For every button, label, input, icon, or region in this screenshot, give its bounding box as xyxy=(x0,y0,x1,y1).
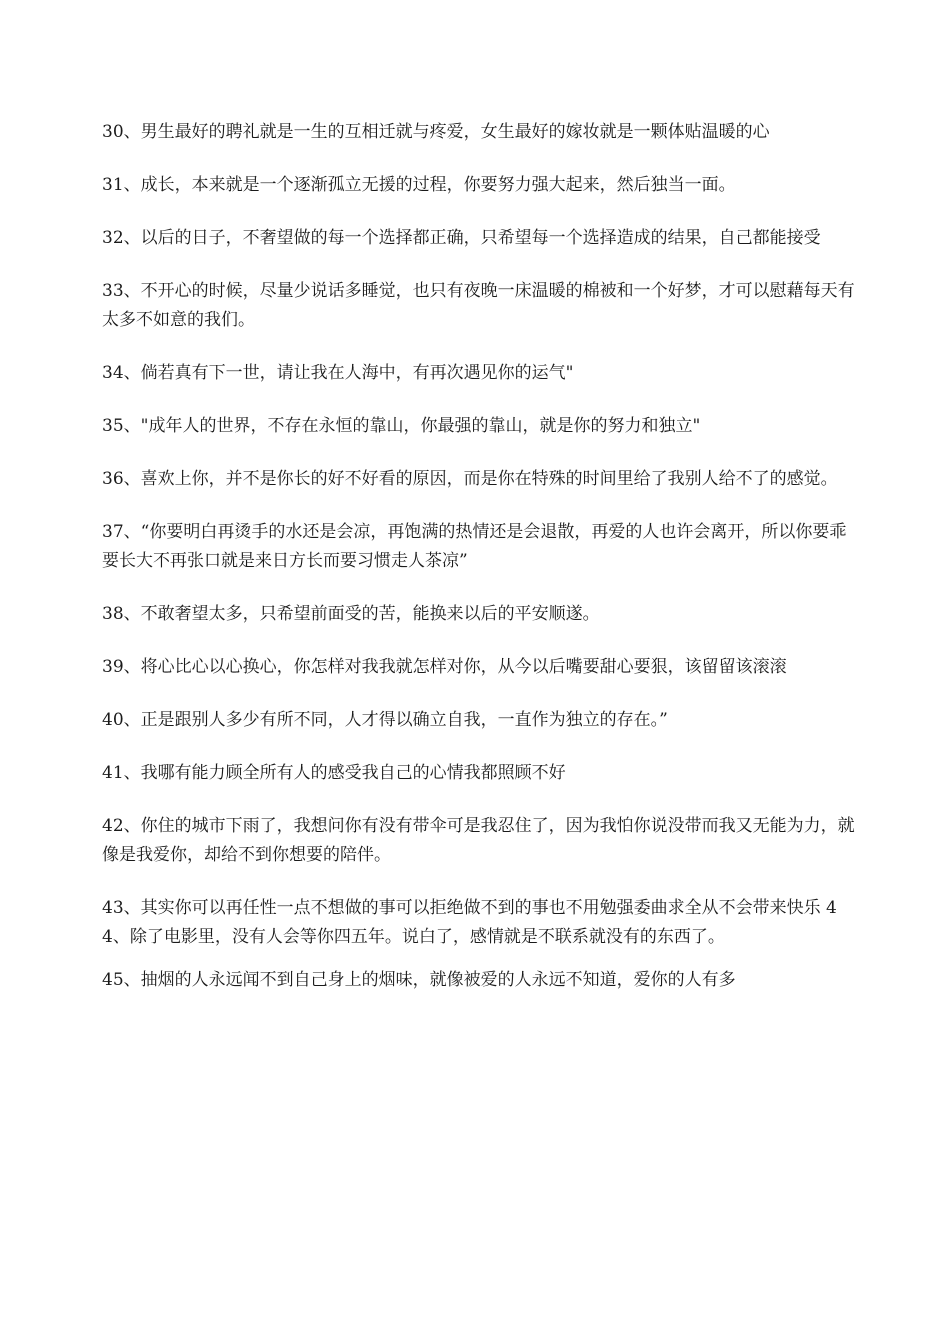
quote-paragraph-31: 31、成长，本来就是一个逐渐孤立无援的过程，你要努力强大起来，然后独当一面。 xyxy=(102,175,736,195)
quote-paragraph-39: 39、将心比心以心换心，你怎样对我我就怎样对你，从今以后嘴要甜心要狠，该留留该滚滚 xyxy=(102,657,787,677)
quote-paragraph-32: 32、以后的日子，不奢望做的每一个选择都正确，只希望每一个选择造成的结果，自己都能接受 xyxy=(102,228,821,248)
quote-paragraph-34: 34、倘若真有下一世，请让我在人海中，有再次遇见你的运气" xyxy=(102,363,574,383)
quote-paragraph-30: 30、男生最好的聘礼就是一生的互相迁就与疼爱，女生最好的嫁妆就是一颗体贴温暖的心 xyxy=(102,122,770,142)
quote-paragraph-33: 33、不开心的时候，尽量少说话多睡觉，也只有夜晚一床温暖的棉被和一个好梦，才可以慰藉每天有太多不如意的我们。 xyxy=(102,281,855,330)
quote-paragraph-36: 36、喜欢上你，并不是你长的好不好看的原因，而是你在特殊的时间里给了我别人给不了的感觉。 xyxy=(102,469,838,489)
quote-paragraph-40: 40、正是跟别人多少有所不同，人才得以确立自我，一直作为独立的存在。” xyxy=(102,710,668,730)
quote-paragraph-42: 42、你住的城市下雨了，我想问你有没有带伞可是我忍住了，因为我怕你说没带而我又无能为力，就像是我爱你，却给不到你想要的陪伴。 xyxy=(102,816,855,865)
quote-paragraph-45: 45、抽烟的人永远闻不到自己身上的烟味，就像被爱的人永远不知道，爱你的人有多 xyxy=(102,970,736,990)
quote-paragraph-37: 37、“你要明白再烫手的水还是会凉，再饱满的热情还是会退散，再爱的人也许会离开，所以你要乖要长大不再张口就是来日方长而要习惯走人茶凉” xyxy=(102,522,847,571)
document-body xyxy=(102,118,862,1019)
quote-paragraph-43-44: 43、其实你可以再任性一点不想做的事可以拒绝做不到的事也不用勉强委曲求全从不会带来快乐 44、除了电影里，没有人会等你四五年。说白了，感情就是不联系就没有的东西了。 xyxy=(102,898,837,947)
quote-paragraph-35: 35、"成年人的世界，不存在永恒的靠山，你最强的靠山，就是你的努力和独立" xyxy=(102,416,701,436)
quote-paragraph-41: 41、我哪有能力顾全所有人的感受我自己的心情我都照顾不好 xyxy=(102,763,566,783)
quote-paragraph-38: 38、不敢奢望太多，只希望前面受的苦，能换来以后的平安顺遂。 xyxy=(102,604,600,624)
